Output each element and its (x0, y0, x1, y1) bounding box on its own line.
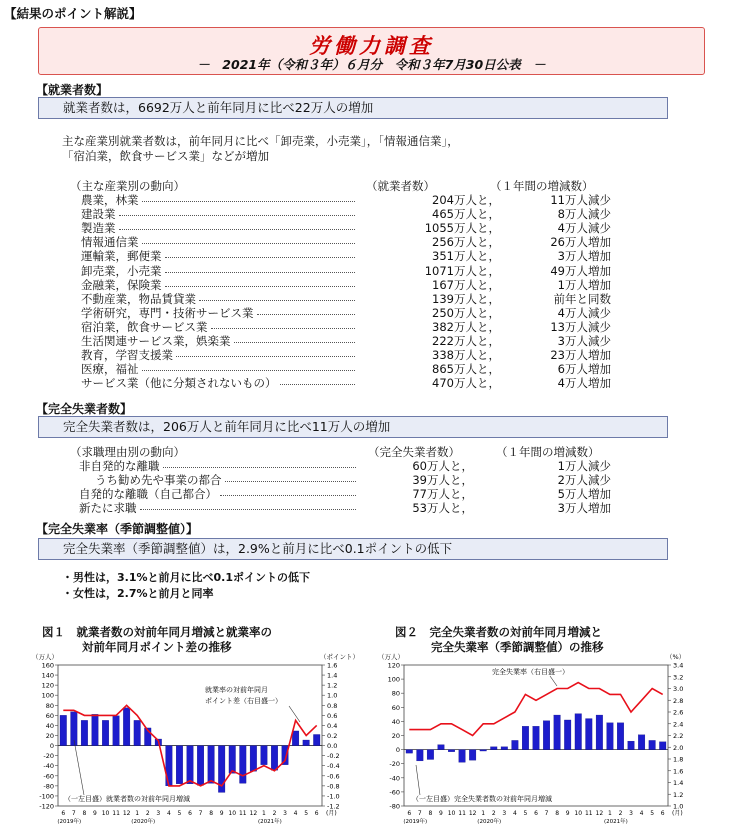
dot-leader (163, 467, 357, 468)
row-label: 教育，学習支援業 (81, 348, 173, 363)
row-label: 卸売業，小売業 (81, 263, 162, 278)
unemployed-header-col1: （完全失業者数） (368, 445, 460, 459)
left-tick-label: 60 (391, 703, 400, 712)
dot-leader (220, 495, 356, 496)
chart-employed (0, 650, 370, 839)
bar (261, 746, 268, 765)
row-value: 39万人と， (412, 473, 473, 487)
row-change: 49万人増加 (550, 263, 611, 278)
row-change: 4万人減少 (557, 305, 611, 320)
year-label: (2020年) (131, 819, 156, 825)
row-label: サービス業（他に分類されないもの） (81, 376, 277, 391)
row-change: 前年と同数 (553, 291, 611, 306)
table-row (0, 376, 747, 390)
row-label: 学術研究，専門・技術サービス業 (81, 305, 254, 320)
x-unit: (月) (326, 810, 337, 817)
unemployed-header-label: （求職理由別の動向） (70, 445, 185, 459)
row-label: 医療，福祉 (81, 362, 139, 377)
bar (166, 746, 173, 786)
left-tick-label: -40 (389, 774, 400, 783)
dot-leader (142, 201, 356, 202)
unemployed-table-header (0, 445, 747, 459)
left-tick-label: 120 (387, 661, 400, 670)
table-row (0, 221, 747, 235)
month-label: 6 (407, 810, 412, 817)
dot-leader (234, 342, 356, 343)
month-label: 10 (447, 810, 456, 817)
row-label: うち勧め先や事業の都合 (95, 473, 222, 487)
month-label: 7 (544, 810, 549, 817)
bar (60, 715, 67, 745)
left-tick-label: 140 (41, 671, 54, 680)
dot-leader (176, 356, 355, 357)
right-tick-label: 3.4 (673, 661, 684, 670)
bar (438, 745, 445, 750)
annotation-leader (289, 706, 300, 722)
row-value: 167万人と， (432, 277, 500, 292)
row-change: 5万人増加 (557, 487, 611, 501)
month-label: 7 (198, 810, 203, 817)
bar (575, 714, 582, 750)
dot-leader (119, 229, 356, 230)
rate-bullet-male: ・男性は，3.1%と前月に比べ0.1ポイントの低下 (62, 571, 310, 584)
bar-annotation: （一左目盛）就業者数の対前年同月増減 (64, 795, 190, 803)
row-label: 運輸業，郵便業 (81, 249, 162, 264)
month-label: 8 (555, 810, 560, 817)
right-tick-label: 3.2 (673, 673, 684, 682)
month-label: 4 (639, 810, 644, 817)
row-value: 222万人と， (432, 334, 500, 348)
left-tick-label: -120 (39, 802, 54, 811)
month-label: 5 (177, 810, 182, 817)
bar (123, 708, 130, 746)
bar (596, 715, 603, 750)
table-row (0, 193, 747, 207)
month-label: 12 (468, 810, 477, 817)
row-label: 生活関連サービス業，娯楽業 (81, 334, 231, 348)
right-tick-label: 1.4 (673, 779, 684, 787)
year-label: (2019年) (57, 819, 82, 825)
title-box (38, 27, 705, 75)
dot-leader (225, 481, 357, 482)
right-tick-label: 0.0 (327, 742, 338, 751)
bar (240, 746, 247, 784)
row-value: 382万人と， (432, 319, 500, 334)
left-tick-label: 40 (391, 717, 400, 726)
left-tick-label: -60 (389, 788, 400, 797)
month-label: 9 (565, 810, 570, 817)
table-row (0, 235, 747, 249)
right-tick-label: 2.6 (673, 708, 684, 717)
dot-leader (199, 300, 355, 301)
employed-heading: 【就業者数】 (36, 83, 109, 97)
dot-leader (211, 328, 356, 329)
row-value: 139万人と， (432, 291, 500, 306)
bar (533, 726, 540, 749)
row-label: 金融業，保険業 (81, 277, 162, 292)
month-label: 9 (93, 810, 97, 817)
table-row (0, 459, 747, 473)
month-label: 9 (439, 810, 443, 817)
left-tick-label: -80 (389, 802, 400, 811)
dot-leader (165, 272, 356, 273)
row-change: 2万人減少 (557, 473, 611, 487)
row-value: 53万人と， (412, 501, 473, 515)
table-row (0, 292, 747, 306)
table-row (0, 306, 747, 320)
row-change: 1万人減少 (557, 459, 611, 473)
right-axis-unit: （%） (666, 653, 686, 661)
right-axis-unit: （ポイント） (320, 653, 359, 661)
year-label: (2020年) (477, 819, 502, 825)
bar (490, 747, 497, 750)
month-label: 1 (135, 810, 140, 817)
row-value: 470万人と， (432, 376, 500, 391)
employed-summary: 就業者数は，6692万人と前年同月に比べ22万人の増加 (38, 97, 668, 119)
month-label: 5 (650, 810, 655, 817)
row-change: 11万人減少 (550, 193, 611, 207)
month-label: 4 (293, 810, 298, 817)
bar (292, 731, 299, 746)
bar (638, 735, 645, 750)
month-label: 8 (209, 810, 214, 817)
table-row (0, 320, 747, 334)
month-label: 12 (595, 810, 604, 817)
bar (586, 719, 593, 750)
right-tick-label: 0.8 (327, 701, 338, 710)
line-annotation: 完全失業率（右目盛一） (492, 668, 569, 676)
right-tick-label: -0.8 (327, 782, 340, 791)
month-label: 2 (491, 810, 496, 817)
annotation-leader (74, 740, 84, 795)
row-value: 204万人と， (432, 193, 500, 207)
page-title: 労働力調査 (309, 34, 434, 58)
month-label: 2 (618, 810, 623, 817)
bar-annotation: （一左目盛）完全失業者数の対前年同月増減 (412, 795, 552, 803)
month-label: 8 (82, 810, 87, 817)
bar (303, 740, 310, 746)
month-label: 11 (458, 810, 466, 817)
left-tick-label: -20 (43, 752, 54, 761)
month-label: 6 (188, 810, 192, 817)
left-tick-label: -100 (39, 792, 54, 801)
row-value: 1071万人と， (424, 263, 500, 278)
left-axis-unit: （万人） (378, 653, 404, 661)
row-label: 情報通信業 (81, 235, 139, 250)
year-label: (2019年) (403, 819, 428, 825)
chart-unemployed (372, 650, 747, 839)
row-change: 26万人増加 (550, 235, 611, 250)
row-label: 農業，林業 (81, 193, 139, 207)
bar (229, 746, 236, 774)
month-label: 3 (156, 810, 161, 817)
month-label: 2 (272, 810, 277, 817)
month-label: 12 (249, 810, 258, 817)
month-label: 3 (502, 810, 507, 817)
table-row (0, 473, 747, 487)
bar (607, 723, 614, 750)
bar (554, 715, 561, 750)
month-label: 7 (71, 810, 76, 817)
left-tick-label: 160 (41, 661, 54, 670)
bar (113, 716, 120, 746)
month-label: 1 (262, 810, 266, 817)
table-row (0, 207, 747, 221)
dot-leader (165, 257, 356, 258)
unemployed-summary: 完全失業者数は，206万人と前年同月に比べ11万人の増加 (38, 416, 668, 438)
bar (480, 750, 487, 751)
month-label: 4 (512, 810, 517, 817)
left-tick-label: 60 (45, 711, 54, 720)
right-tick-label: 1.0 (327, 691, 338, 700)
line-annotation-2: ポイント差（右目盛一） (205, 697, 282, 705)
bar (543, 721, 550, 750)
right-tick-label: 1.0 (673, 802, 684, 811)
month-label: 10 (101, 810, 110, 817)
row-label: 不動産業，物品賃貸業 (81, 291, 196, 306)
month-label: 11 (238, 810, 247, 817)
month-label: 4 (166, 810, 171, 817)
bar (406, 750, 413, 754)
dot-leader (280, 384, 356, 385)
row-value: 351万人と， (432, 249, 500, 264)
employed-header-label: （主な産業別の動向） (70, 179, 185, 193)
month-label: 1 (481, 810, 486, 817)
table-row (0, 334, 747, 348)
employed-header-col2: （１年間の増減数） (490, 179, 594, 193)
right-tick-label: 1.4 (327, 671, 338, 680)
left-tick-label: 20 (45, 732, 54, 740)
left-tick-label: 80 (391, 689, 400, 698)
rate-bullet-female: ・女性は，2.7%と前月と同率 (62, 587, 214, 600)
month-label: 3 (629, 810, 633, 817)
employed-note-1: 主な産業別就業者数は，前年同月に比べ「卸売業，小売業」，「情報通信業」， (62, 134, 459, 148)
table-row (0, 278, 747, 292)
dot-leader (257, 314, 356, 315)
line-annotation-1: 就業率の対前年同月 (205, 686, 268, 694)
fig1-caption-2: 対前年同月ポイント差の推移 (82, 640, 232, 654)
row-change: 13万人減少 (550, 319, 611, 334)
left-tick-label: -40 (43, 762, 54, 771)
left-tick-label: -80 (43, 782, 54, 791)
table-row (0, 348, 747, 362)
left-tick-label: 80 (45, 701, 54, 710)
left-tick-label: 100 (41, 691, 54, 700)
left-tick-label: 0 (395, 746, 400, 755)
right-tick-label: 3.0 (673, 685, 684, 693)
annotation-leader (416, 765, 420, 795)
employed-table-header (0, 179, 747, 193)
row-change: 23万人増加 (550, 348, 611, 363)
row-change: 1万人増加 (557, 277, 611, 292)
right-tick-label: 2.8 (673, 696, 684, 705)
dot-leader (142, 370, 356, 371)
year-label: (2021年) (258, 819, 282, 825)
right-tick-label: 2.2 (673, 732, 684, 740)
fig2-caption-2: 完全失業率（季節調整値）の推移 (431, 640, 604, 654)
fig2-caption-1: 図２ 完全失業者数の対前年同月増減と (395, 625, 602, 639)
month-label: 2 (145, 810, 150, 817)
page-subtitle: － 2021年（令和３年）６月分 令和３年7月30日公表 － (197, 57, 546, 72)
table-row (0, 501, 747, 515)
bar (313, 734, 320, 745)
bar (250, 746, 257, 772)
bar (271, 746, 278, 771)
row-change: 8万人減少 (557, 207, 611, 222)
bar (208, 746, 215, 784)
bar (417, 750, 424, 761)
row-label: 建設業 (81, 207, 116, 222)
bar (628, 741, 635, 749)
row-change: 4万人減少 (557, 221, 611, 236)
right-tick-label: 1.6 (327, 661, 338, 670)
employed-header-col1: （就業者数） (366, 179, 435, 193)
right-tick-label: 1.2 (673, 790, 684, 799)
row-label: 宿泊業，飲食サービス業 (81, 319, 208, 334)
right-tick-label: 1.2 (327, 681, 338, 690)
month-label: 11 (112, 810, 120, 817)
month-label: 6 (61, 810, 66, 817)
right-tick-label: 2.4 (673, 720, 684, 729)
bar (617, 723, 624, 750)
right-tick-label: 1.8 (673, 755, 684, 764)
dot-leader (165, 286, 356, 287)
unemployed-heading: 【完全失業者数】 (36, 402, 133, 416)
row-change: 3万人減少 (557, 334, 611, 348)
x-unit: (月) (672, 810, 683, 817)
bar (427, 750, 434, 760)
bar (81, 720, 88, 745)
row-change: 4万人増加 (557, 376, 611, 391)
row-value: 250万人と， (432, 305, 500, 320)
row-value: 338万人と， (432, 348, 500, 363)
right-tick-label: 0.2 (327, 732, 338, 740)
row-value: 465万人と， (432, 207, 500, 222)
bar (459, 750, 466, 763)
row-value: 865万人と， (432, 362, 500, 377)
bar (187, 746, 194, 784)
row-label: 自発的な離職（自己都合） (79, 487, 217, 501)
bar (512, 740, 519, 749)
left-tick-label: -20 (389, 760, 400, 769)
left-tick-label: -60 (43, 772, 54, 781)
bar (522, 726, 529, 749)
right-tick-label: -1.2 (327, 802, 340, 811)
month-label: 5 (523, 810, 528, 817)
table-row (0, 362, 747, 376)
row-value: 60万人と， (412, 459, 473, 473)
bar (176, 746, 183, 784)
left-tick-label: 0 (49, 742, 54, 751)
month-label: 10 (574, 810, 583, 817)
right-tick-label: 2.0 (673, 743, 684, 752)
page-heading: 【結果のポイント解説】 (4, 6, 142, 21)
dot-leader (119, 215, 356, 216)
row-value: 77万人と， (412, 487, 473, 501)
month-label: 10 (228, 810, 237, 817)
row-value: 1055万人と， (424, 221, 500, 236)
table-row (0, 249, 747, 263)
right-tick-label: 0.4 (327, 721, 338, 730)
right-tick-label: 1.6 (673, 767, 684, 776)
unemployed-header-col2: （１年間の増減数） (496, 445, 600, 459)
right-tick-label: -1.0 (327, 792, 340, 801)
left-tick-label: 20 (391, 732, 400, 740)
left-tick-label: 40 (45, 721, 54, 730)
row-value: 256万人と， (432, 235, 500, 250)
dot-leader (140, 509, 357, 510)
bar (501, 747, 508, 750)
bar (92, 714, 99, 745)
right-tick-label: 0.6 (327, 711, 338, 720)
right-tick-label: -0.4 (327, 762, 340, 771)
left-tick-label: 120 (41, 681, 54, 690)
bar (134, 720, 141, 745)
rate-summary: 完全失業率（季節調整値）は，2.9%と前月に比べ0.1ポイントの低下 (38, 538, 668, 560)
bar (197, 746, 204, 786)
month-label: 11 (584, 810, 593, 817)
row-change: 3万人増加 (557, 249, 611, 264)
row-change: 6万人増加 (557, 362, 611, 377)
month-label: 6 (314, 810, 319, 817)
month-label: 6 (534, 810, 538, 817)
month-label: 6 (660, 810, 665, 817)
bar (649, 740, 656, 749)
employed-note-2: 「宿泊業，飲食サービス業」などが増加 (62, 149, 269, 163)
bar (448, 750, 455, 752)
annotation-leader (550, 676, 557, 686)
row-label: 製造業 (81, 221, 116, 236)
month-label: 7 (417, 810, 422, 817)
row-change: 3万人増加 (557, 501, 611, 515)
bar (469, 750, 476, 761)
bar (102, 720, 109, 745)
left-axis-unit: （万人） (32, 653, 58, 661)
month-label: 9 (219, 810, 224, 817)
bar (659, 742, 666, 750)
right-tick-label: -0.2 (327, 752, 340, 761)
month-label: 12 (122, 810, 131, 817)
table-row (0, 264, 747, 278)
rate-heading: 【完全失業率（季節調整値）】 (36, 522, 199, 536)
bar (564, 720, 571, 750)
fig1-caption-1: 図１ 就業者数の対前年同月増減と就業率の (42, 625, 272, 639)
row-label: 非自発的な離職 (79, 459, 160, 473)
table-row (0, 487, 747, 501)
right-tick-label: -0.6 (327, 772, 340, 781)
year-label: (2021年) (604, 819, 628, 825)
month-label: 8 (428, 810, 433, 817)
left-tick-label: 100 (387, 675, 400, 684)
dot-leader (142, 243, 356, 244)
row-label: 新たに求職 (79, 501, 137, 515)
month-label: 5 (304, 810, 309, 817)
month-label: 1 (608, 810, 612, 817)
month-label: 3 (283, 810, 287, 817)
